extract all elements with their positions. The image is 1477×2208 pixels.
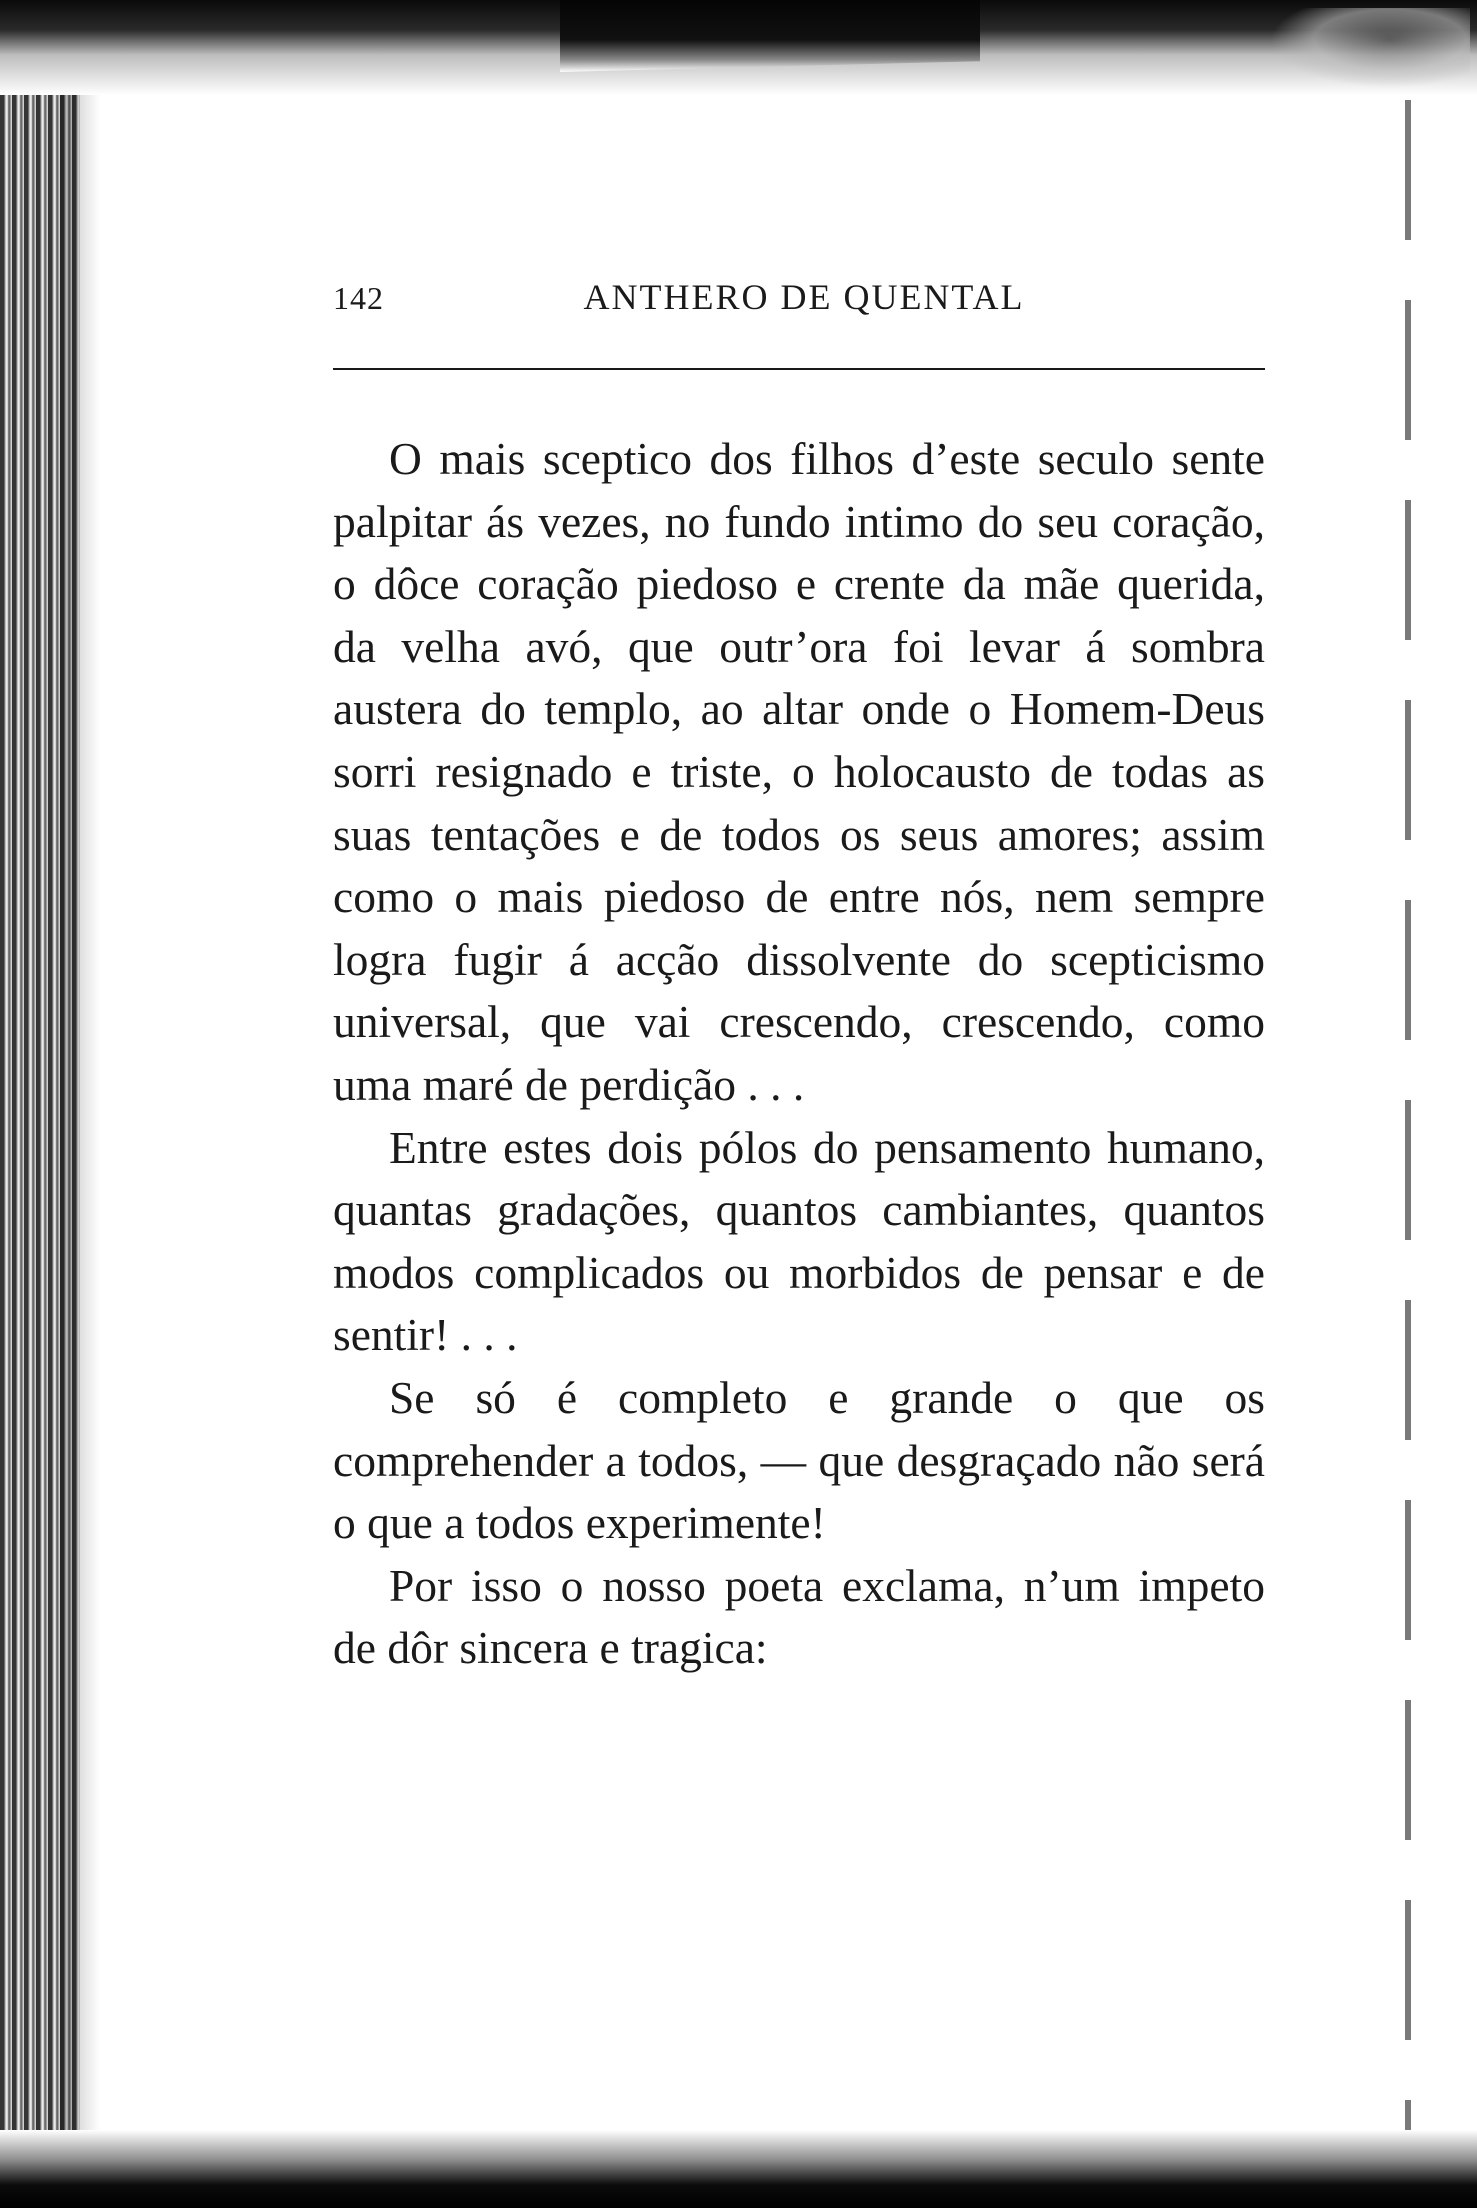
paragraph: Por isso o nosso poeta exclama, n’um impeto de dôr sincera e tragica: (333, 1559, 1265, 1674)
paragraph: Entre estes dois pólos do pensamento humano, quantas gradações, quantos cambiantes, quantos modos complicados ou morbidos de pensar e de sentir! . . . (333, 1121, 1265, 1361)
body-text (333, 428, 1265, 1680)
running-head: ANTHERO DE QUENTAL (583, 277, 1025, 317)
scan-corner-mark (1270, 8, 1470, 88)
paragraph: Se só é completo e grande o que os comprehender a todos, — que desgraçado não será o que a todos experimente! (333, 1371, 1265, 1549)
scan-right-edge (1405, 100, 1411, 2130)
page-number: 142 (333, 280, 384, 316)
header-rule (333, 368, 1265, 370)
scan-top-tab (560, 0, 980, 72)
scan-bottom-edge (0, 2130, 1477, 2208)
paragraph: O mais sceptico dos filhos d’este seculo sente palpitar ás vezes, no fundo intimo do seu coração, o dôce coração piedoso e crente da mãe querida, da velha avó, que outr’ora foi levar á sombra austera do templo, ao altar onde o Homem-Deus sorri resignado e triste, o holocausto de todas as suas tentações e de todos os seus amores; assim como o mais piedoso de entre nós, nem sempre logra fugir á acção dissolvente do scepticismo universal, que vai crescendo, crescendo, como uma maré de perdição . . . (333, 433, 1265, 1110)
scan-left-shadow (60, 0, 100, 2208)
page-header (333, 277, 1265, 320)
